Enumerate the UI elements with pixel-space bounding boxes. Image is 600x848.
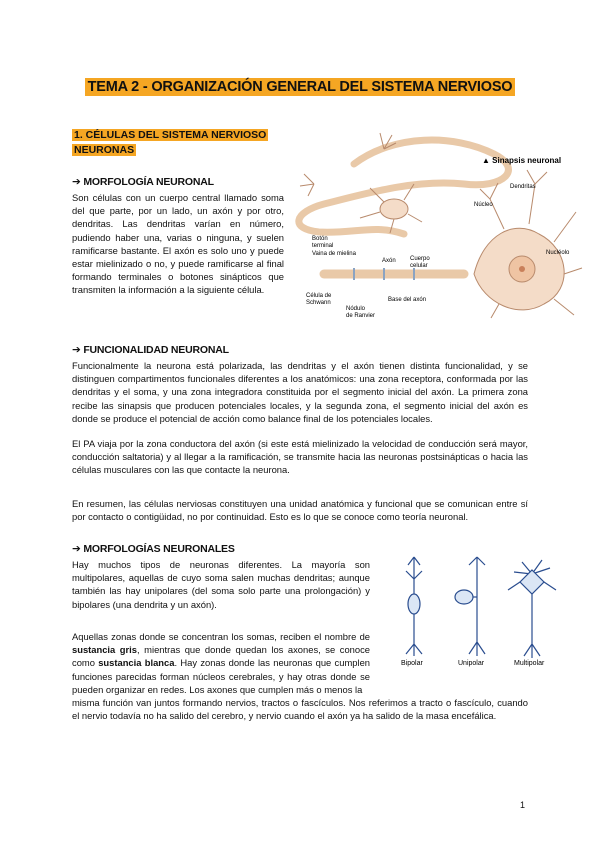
- morfologia-text: Son células con un cuerpo central llamado soma del que parte, por un lado, un axón y por otro, dendritas. Las dendritas varían en número, pudiendo haber una, varias o ninguna, y suelen ramificarse bastante. El axón es solo uno y puede estar mielinizado o no, y puede ramificarse al final formando terminales o botones sinápticos que transmiten la información a la siguiente célula.: [72, 192, 284, 296]
- nucleolus: [519, 266, 525, 272]
- neuron-diagram: [284, 124, 584, 324]
- neuron-types-diagram: [392, 552, 567, 667]
- label-ranvier: Nódulo de Ranvier: [346, 306, 376, 319]
- page-title: TEMA 2 - ORGANIZACIÓN GENERAL DEL SISTEMA NERVIOSO: [0, 78, 600, 96]
- label-boton: Botón terminal: [312, 236, 334, 249]
- funcionalidad-p3: En resumen, las células nerviosas constituyen una unidad anatómica y funcional que se comunican entre sí por contacto o contigüidad, no por continuidad. Esto es lo que se conoce como teoría neuronal.: [72, 498, 528, 523]
- section-number-title: 1. CÉLULAS DEL SISTEMA NERVIOSO: [74, 129, 267, 141]
- label-multipolar: Multipolar: [514, 660, 545, 667]
- label-dendritas: Dendritas: [510, 184, 536, 190]
- section-subtitle: NEURONAS: [74, 144, 135, 156]
- label-schwann: Célula de Schwann: [306, 293, 332, 306]
- axon-path: [299, 140, 509, 234]
- funcionalidad-p1: Funcionalmente la neurona está polarizada, las dendritas y el axón tienen distinta funcionalidad, y se distinguen compartimentos funcionales diferentes a los anatómicos: una zona receptora, conformada por las dendritas y el soma, y una zona integradora constituida por el segmento inicial del axón. La primera zona recibe las sinapsis que producen potenciales locales, y la segunda zona, el segmento inicial del axón es donde se produce el potencial de acción como balance final de los potenciales locales.: [72, 360, 528, 424]
- page-number: 1: [520, 800, 526, 810]
- label-nucleolo: Nucléolo: [546, 250, 570, 256]
- section-heading: [72, 128, 268, 158]
- label-cuerpo: Cuerpo celular: [410, 256, 430, 269]
- morfologia-heading: ➔ MORFOLOGÍA NEURONAL: [72, 176, 214, 188]
- label-unipolar: Unipolar: [458, 660, 485, 667]
- label-axon: Axón: [382, 258, 396, 264]
- term-sustancia-gris: sustancia gris: [72, 644, 138, 656]
- label-vaina: Vaina de mielina: [312, 251, 356, 257]
- morfologias-heading: ➔ MORFOLOGÍAS NEURONALES: [72, 543, 235, 555]
- multipolar-neuron: [508, 560, 556, 658]
- label-base: Base del axón: [388, 297, 427, 303]
- morfologias-p3: misma función van juntos formando nervios, tractos o fascículos. Nos referimos a tracto o fascículo, cuando el nervio todavía no ha salido del cerebro, y nervio cuando el axón ya ha salido de la masa encefálica.: [72, 697, 528, 722]
- small-neuron-soma: [380, 199, 408, 219]
- label-bipolar: Bipolar: [401, 660, 423, 667]
- bipolar-neuron: [406, 557, 422, 656]
- morfologias-p2: Aquellas zonas donde se concentran los somas, reciben el nombre de sustancia gris, mientras que donde quedan los axones, se conoce como sustancia blanca. Hay zonas donde las neuronas que cumplen funciones parecidas forman núcleos cerebrales, y hay otras donde se pueden organizar en redes. Los axones que cumplen más o menos la: [72, 631, 370, 695]
- label-nucleo: Núcleo: [474, 202, 493, 208]
- unipolar-neuron: [455, 557, 485, 656]
- funcionalidad-p2: El PA viaja por la zona conductora del axón (si este está mielinizado la velocidad de conducción será mayor, conducción saltatoria) y al llegar a la ramificación, se transmite hacia las neuronas postsinápticas o hacia las células musculares con las que contacte la neurona.: [72, 438, 528, 476]
- funcionalidad-heading: ➔ FUNCIONALIDAD NEURONAL: [72, 344, 229, 356]
- label-sinapsis: ▲ Sinapsis neuronal: [482, 156, 562, 165]
- morfologias-p1: Hay muchos tipos de neuronas diferentes. La mayoría son multipolares, aquellas de cuyo soma salen muchas dendritas; aunque también las hay unipolares (del soma solo parte una prolongación) y bipolares (una dendrita y un axón).: [72, 559, 370, 610]
- term-sustancia-blanca: sustancia blanca: [98, 657, 175, 669]
